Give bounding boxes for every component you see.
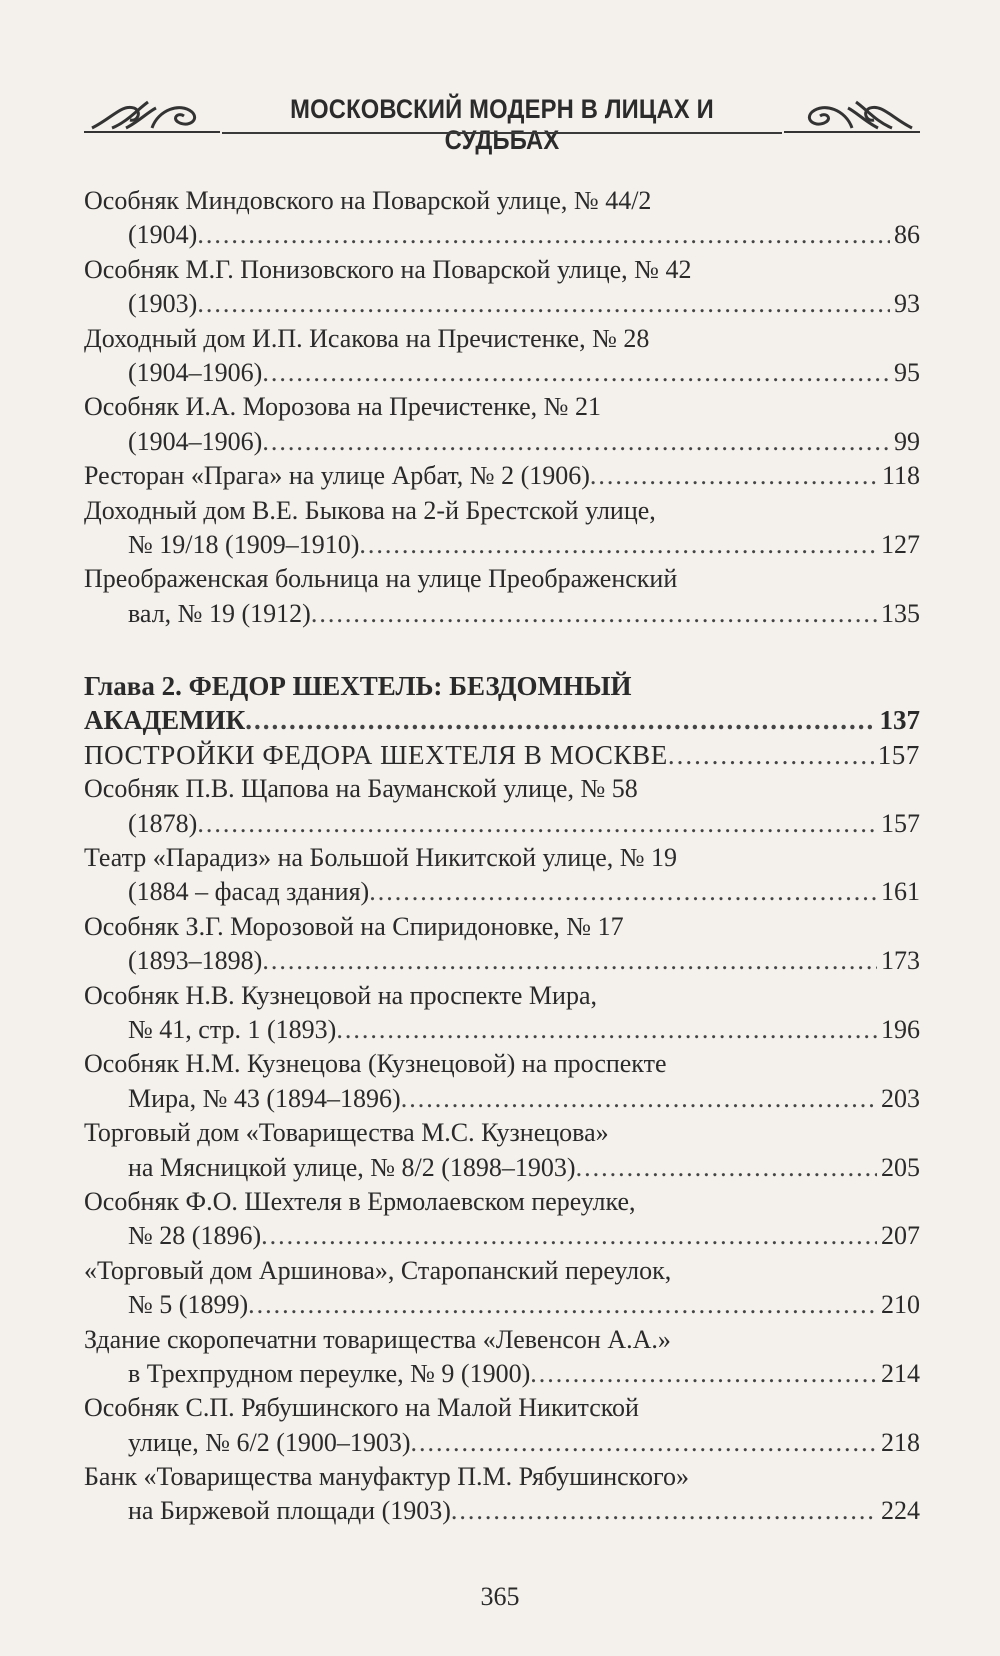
toc-entry [84, 494, 920, 563]
dot-leader [336, 1013, 877, 1047]
toc-entry-title: Преображенская больница на улице Преображенский [84, 564, 678, 594]
dot-leader [197, 807, 877, 841]
toc-page-number: 205 [881, 1152, 920, 1182]
toc-entry-title-cont: улице, № 6/2 (1900–1903) [128, 1427, 411, 1457]
toc-entry-title-cont: (1893–1898) [128, 946, 263, 976]
dot-leader [311, 597, 877, 631]
toc-entry-title-cont: на Биржевой площади (1903) [128, 1496, 451, 1526]
dot-leader [262, 944, 877, 978]
toc-entry-title-cont: № 19/18 (1909–1910) [128, 529, 360, 559]
toc-entry-title-cont: на Мясницкой улице, № 8/2 (1898–1903) [128, 1152, 576, 1182]
toc-entry-title: Здание скоропечатни товарищества «Левенсон А.А.» [84, 1324, 671, 1354]
toc-page-number: 214 [881, 1358, 920, 1388]
dot-leader [411, 1426, 877, 1460]
toc-entry-title: Доходный дом В.Е. Быкова на 2-й Брестской улице, [84, 495, 656, 525]
toc-entry [84, 1391, 920, 1460]
toc-entry-title-cont: № 28 (1896) [128, 1221, 262, 1251]
page-number: 365 [480, 1582, 520, 1611]
toc-entry-title: Особняк Миндовского на Поварской улице, № 44/2 [84, 186, 652, 215]
chapter-page-number: 137 [879, 705, 920, 736]
toc-page-number: 218 [881, 1427, 920, 1457]
toc-entry-title: Торговый дом «Товарищества М.С. Кузнецова» [84, 1118, 609, 1148]
dot-leader [576, 1151, 877, 1185]
toc-entry-title: Ресторан «Прага» на улице Арбат, № 2 (1906) [84, 461, 590, 491]
toc-entry-title: Особняк П.В. Щапова на Бауманской улице, № 58 [84, 774, 638, 804]
toc-entry-title-cont: вал, № 19 (1912) [128, 598, 311, 628]
toc-entry-title: Банк «Товарищества мануфактур П.М. Рябушинского» [84, 1462, 689, 1492]
toc-entry-title-cont: (1904–1906) [128, 357, 263, 387]
toc-entry [84, 1116, 920, 1185]
toc-entry [84, 979, 920, 1048]
toc-entry-title-cont: Мира, № 43 (1894–1896) [128, 1083, 401, 1113]
dot-leader [248, 1288, 877, 1322]
toc-page-number: 99 [894, 426, 920, 456]
toc-page-number: 135 [881, 598, 920, 628]
toc-entry [84, 390, 920, 459]
dot-leader [197, 287, 890, 321]
dot-leader [668, 738, 874, 772]
toc-entry-title: Особняк И.А. Морозова на Пречистенке, № 21 [84, 392, 601, 422]
dot-leader [261, 1219, 877, 1253]
toc-entry-title-cont: в Трехпрудном переулке, № 9 (1900) [128, 1358, 531, 1388]
left-flourish-ornament [82, 88, 222, 140]
toc-entry [84, 562, 920, 631]
dot-leader [262, 425, 890, 459]
toc-entry-title-cont: (1884 – фасад здания) [128, 877, 370, 907]
toc-entry [84, 253, 920, 322]
running-header [82, 88, 922, 155]
toc-page-number: 173 [881, 946, 920, 976]
dot-leader [451, 1494, 877, 1528]
toc-entry-title: Особняк З.Г. Морозовой на Спиридоновке, № 17 [84, 911, 624, 941]
running-title: МОСКОВСКИЙ МОДЕРН В ЛИЦАХ И СУДЬБАХ [290, 94, 714, 155]
dot-leader [359, 528, 877, 562]
toc-entry [84, 1323, 920, 1392]
toc-entry-title: Особняк М.Г. Понизовского на Поварской улице, № 42 [84, 254, 692, 284]
toc-entry [84, 910, 920, 979]
toc-entry [84, 1460, 920, 1529]
toc-entry-title: Особняк Ф.О. Шехтеля в Ермолаевском переулке, [84, 1186, 636, 1216]
header-rule [222, 132, 782, 134]
toc-entry-title: Театр «Парадиз» на Большой Никитской улице, № 19 [84, 843, 678, 873]
toc-page-number: 161 [881, 877, 920, 907]
toc-page-number: 157 [881, 808, 920, 838]
toc-entry [84, 772, 920, 841]
section-title: ПОСТРОЙКИ ФЕДОРА ШЕХТЕЛЯ В МОСКВЕ [84, 739, 668, 770]
toc-entry-title: Доходный дом И.П. Исакова на Пречистенке, № 28 [84, 323, 650, 353]
toc-entry [84, 459, 920, 493]
toc-page-number: 196 [881, 1014, 920, 1044]
toc-entry [84, 1047, 920, 1116]
toc-page-number: 93 [894, 289, 920, 319]
toc-entry [84, 1185, 920, 1254]
toc-page-number: 86 [894, 220, 920, 250]
toc-page-number: 207 [881, 1221, 920, 1251]
toc-entry [84, 322, 920, 391]
section-heading [84, 738, 920, 772]
chapter-title-cont: АКАДЕМИК [84, 705, 246, 736]
section-page-number: 157 [877, 739, 920, 770]
dot-leader [197, 218, 890, 252]
toc-entry [84, 184, 920, 253]
toc-page-number: 203 [881, 1083, 920, 1113]
toc-entry [84, 841, 920, 910]
toc-page-number: 95 [894, 357, 920, 387]
chapter-title: Глава 2. ФЕДОР ШЕХТЕЛЬ: БЕЗДОМНЫЙ [84, 671, 632, 702]
chapter-heading [84, 669, 920, 738]
toc-entry-title-cont: (1878) [128, 808, 198, 838]
toc-entry-title: «Торговый дом Аршинова», Старопанский переулок, [84, 1255, 672, 1285]
toc-entry-title-cont: № 5 (1899) [128, 1290, 249, 1320]
toc-entry-title-cont: (1903) [128, 289, 198, 319]
dot-leader [245, 703, 875, 737]
right-flourish-ornament [782, 88, 922, 140]
dot-leader [369, 875, 877, 909]
toc-entry-title-cont: (1904) [128, 220, 198, 250]
toc-entry-title: Особняк Н.М. Кузнецова (Кузнецовой) на проспекте [84, 1049, 667, 1079]
dot-leader [262, 356, 890, 390]
dot-leader [530, 1357, 877, 1391]
toc-page-number: 210 [881, 1290, 920, 1320]
toc-entry-title-cont: № 41, стр. 1 (1893) [128, 1014, 337, 1044]
toc-page-number: 127 [881, 529, 920, 559]
dot-leader [590, 459, 878, 493]
toc-page-number: 224 [881, 1496, 920, 1526]
toc-entry-title-cont: (1904–1906) [128, 426, 263, 456]
dot-leader [401, 1082, 877, 1116]
toc-entry [84, 1254, 920, 1323]
toc-entry-title: Особняк С.П. Рябушинского на Малой Никитской [84, 1393, 639, 1423]
toc-page-number: 118 [881, 461, 920, 491]
toc-entry-title: Особняк Н.В. Кузнецовой на проспекте Мира, [84, 980, 597, 1010]
table-of-contents [84, 184, 920, 1529]
